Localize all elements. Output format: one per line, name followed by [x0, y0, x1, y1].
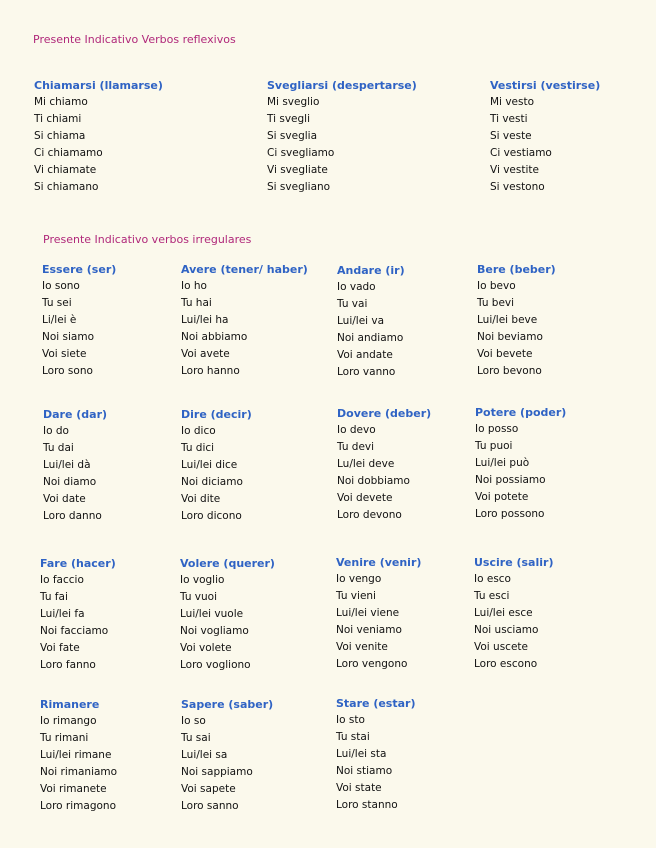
reflexive-section-title: Presente Indicativo Verbos reflexivos [33, 33, 236, 46]
conjugation-lui-lei: Lui/lei fa [40, 608, 85, 620]
conjugation-voi: Voi potete [475, 491, 529, 503]
conjugation-tu: Ti chiami [34, 113, 82, 125]
conjugation-loro: Loro hanno [181, 365, 240, 377]
conjugation-lui-lei: Lui/lei beve [477, 314, 538, 326]
conjugation-io: Io rimango [40, 715, 97, 727]
conjugation-loro: Loro rimagono [40, 800, 117, 812]
conjugation-lui-lei: Lui/lei rimane [40, 749, 112, 761]
conjugation-io: Io sono [42, 280, 80, 292]
conjugation-io: Io vado [337, 281, 376, 293]
conjugation-tu: Tu devi [337, 441, 375, 453]
verb-block-andare [337, 262, 487, 381]
verb-title: Svegliarsi (despertarse) [267, 79, 417, 92]
conjugation-loro: Loro possono [475, 508, 545, 520]
conjugation-lui-lei: Lui/lei sa [181, 749, 228, 761]
conjugation-io: Mi sveglio [267, 96, 320, 108]
conjugation-tu: Tu dici [181, 442, 215, 454]
conjugation-tu: Tu sai [181, 732, 211, 744]
conjugation-voi: Voi venite [336, 641, 388, 653]
conjugation-noi: Noi diamo [43, 476, 97, 488]
conjugation-io: Io bevo [477, 280, 516, 292]
verb-block-avere [181, 261, 331, 380]
conjugation-tu: Tu bevi [477, 297, 515, 309]
conjugation-lui-lei: Si sveglia [267, 130, 317, 142]
conjugation-io: Io ho [181, 280, 207, 292]
conjugation-io: Io dico [181, 425, 216, 437]
verb-block-dire [181, 406, 331, 525]
conjugation-loro: Si svegliano [267, 181, 331, 193]
conjugation-noi: Noi siamo [42, 331, 95, 343]
conjugation-noi: Ci svegliamo [267, 147, 335, 159]
verb-block-bere [477, 261, 627, 380]
conjugation-noi: Noi dobbiamo [337, 475, 410, 487]
conjugation-lui-lei: Lui/lei dice [181, 459, 238, 471]
conjugation-voi: Voi date [43, 493, 86, 505]
conjugation-loro: Loro vengono [336, 658, 408, 670]
verb-title: Volere (querer) [180, 557, 275, 570]
verb-title: Andare (ir) [337, 264, 405, 277]
conjugation-io: Io posso [475, 423, 519, 435]
conjugation-voi: Vi svegliate [267, 164, 328, 176]
verb-block-rimanere [40, 696, 190, 815]
conjugation-loro: Loro escono [474, 658, 538, 670]
verb-title: Potere (poder) [475, 406, 567, 419]
conjugation-loro: Si vestono [490, 181, 545, 193]
verb-block-potere [475, 404, 625, 523]
conjugation-lui-lei: Lui/lei sta [336, 748, 387, 760]
verb-title: Dovere (deber) [337, 407, 432, 420]
conjugation-noi: Noi facciamo [40, 625, 109, 637]
conjugation-noi: Noi vogliamo [180, 625, 249, 637]
conjugation-voi: Vi chiamate [34, 164, 97, 176]
conjugation-loro: Loro vanno [337, 366, 396, 378]
conjugation-voi: Voi rimanete [40, 783, 107, 795]
conjugation-lui-lei: Lui/lei viene [336, 607, 400, 619]
verb-block-stare [336, 695, 486, 814]
conjugation-voi: Voi devete [337, 492, 393, 504]
verb-block-sapere [181, 696, 331, 815]
conjugation-lui-lei: Si veste [490, 130, 532, 142]
conjugation-noi: Noi usciamo [474, 624, 539, 636]
conjugation-lui-lei: Lu/lei deve [337, 458, 395, 470]
conjugation-loro: Loro devono [337, 509, 402, 521]
conjugation-voi: Voi dite [181, 493, 221, 505]
irregular-section-title: Presente Indicativo verbos irregulares [43, 233, 252, 246]
conjugation-lui-lei: Lui/lei vuole [180, 608, 244, 620]
conjugation-tu: Tu puoi [475, 440, 513, 452]
conjugation-voi: Vi vestite [490, 164, 539, 176]
conjugation-noi: Noi abbiamo [181, 331, 248, 343]
conjugation-loro: Loro sono [42, 365, 93, 377]
verb-block-dovere [337, 405, 487, 524]
conjugation-noi: Noi sappiamo [181, 766, 253, 778]
verb-block-essere [42, 261, 192, 380]
verb-block-fare [40, 555, 190, 674]
conjugation-lui-lei: Lui/lei ha [181, 314, 229, 326]
conjugation-tu: Tu rimani [40, 732, 89, 744]
conjugation-tu: Ti vesti [490, 113, 528, 125]
conjugation-io: Mi vesto [490, 96, 534, 108]
verb-title: Venire (venir) [336, 556, 422, 569]
verb-title: Dare (dar) [43, 408, 108, 421]
verb-title: Essere (ser) [42, 263, 117, 276]
verb-title: Bere (beber) [477, 263, 556, 276]
verb-title: Chiamarsi (llamarse) [34, 79, 163, 92]
conjugation-voi: Voi fate [40, 642, 80, 654]
conjugation-voi: Voi uscete [474, 641, 528, 653]
verb-block-vestirsi [490, 77, 640, 196]
conjugation-io: Io sto [336, 714, 365, 726]
conjugation-loro: Loro bevono [477, 365, 542, 377]
verb-title: Rimanere [40, 698, 100, 711]
conjugation-noi: Noi andiamo [337, 332, 404, 344]
conjugation-voi: Voi volete [180, 642, 232, 654]
conjugation-noi: Noi stiamo [336, 765, 393, 777]
conjugation-lui-lei: Lui/lei esce [474, 607, 533, 619]
conjugation-tu: Tu vuoi [180, 591, 218, 603]
conjugation-noi: Noi possiamo [475, 474, 546, 486]
conjugation-loro: Loro fanno [40, 659, 96, 671]
conjugation-loro: Si chiamano [34, 181, 99, 193]
verb-block-chiamarsi [34, 77, 184, 196]
conjugation-lui-lei: Li/lei è [42, 314, 77, 326]
verb-block-svegliarsi [267, 77, 417, 196]
conjugation-io: Mi chiamo [34, 96, 88, 108]
conjugation-tu: Tu stai [336, 731, 370, 743]
verb-title: Stare (estar) [336, 697, 416, 710]
verb-block-volere [180, 555, 330, 674]
conjugation-io: Io do [43, 425, 69, 437]
conjugation-noi: Noi beviamo [477, 331, 543, 343]
verb-block-dare [43, 406, 193, 525]
conjugation-voi: Voi siete [42, 348, 87, 360]
conjugation-noi: Noi veniamo [336, 624, 402, 636]
conjugation-tu: Tu vieni [336, 590, 376, 602]
verb-title: Dire (decir) [181, 408, 252, 421]
conjugation-tu: Tu esci [474, 590, 510, 602]
conjugation-voi: Voi bevete [477, 348, 533, 360]
verb-title: Avere (tener/ haber) [181, 263, 308, 276]
conjugation-voi: Voi state [336, 782, 382, 794]
conjugation-tu: Tu hai [181, 297, 212, 309]
conjugation-lui-lei: Lui/lei può [475, 457, 530, 469]
conjugation-io: Io faccio [40, 574, 84, 586]
conjugation-lui-lei: Lui/lei dà [43, 459, 91, 471]
verb-title: Uscire (salir) [474, 556, 554, 569]
conjugation-tu: Ti svegli [267, 113, 310, 125]
conjugation-loro: Loro sanno [181, 800, 239, 812]
verb-title: Fare (hacer) [40, 557, 116, 570]
conjugation-lui-lei: Lui/lei va [337, 315, 385, 327]
conjugation-io: Io devo [337, 424, 376, 436]
conjugation-loro: Loro stanno [336, 799, 398, 811]
conjugation-io: Io so [181, 715, 206, 727]
conjugation-tu: Tu fai [40, 591, 68, 603]
conjugation-loro: Loro dicono [181, 510, 242, 522]
conjugation-tu: Tu vai [337, 298, 368, 310]
conjugation-io: Io esco [474, 573, 511, 585]
conjugation-noi: Noi rimaniamo [40, 766, 118, 778]
verb-title: Sapere (saber) [181, 698, 274, 711]
verb-block-venire [336, 554, 486, 673]
conjugation-io: Io voglio [180, 574, 225, 586]
conjugation-voi: Voi avete [181, 348, 230, 360]
conjugation-loro: Loro danno [43, 510, 102, 522]
conjugation-tu: Tu dai [43, 442, 74, 454]
conjugation-noi: Ci vestiamo [490, 147, 552, 159]
conjugation-voi: Voi sapete [181, 783, 236, 795]
conjugation-tu: Tu sei [42, 297, 72, 309]
conjugation-noi: Noi diciamo [181, 476, 243, 488]
conjugation-noi: Ci chiamamo [34, 147, 103, 159]
conjugation-loro: Loro vogliono [180, 659, 251, 671]
conjugation-voi: Voi andate [337, 349, 393, 361]
verb-block-uscire [474, 554, 624, 673]
verb-title: Vestirsi (vestirse) [490, 79, 601, 92]
conjugation-lui-lei: Si chiama [34, 130, 86, 142]
conjugation-io: Io vengo [336, 573, 382, 585]
